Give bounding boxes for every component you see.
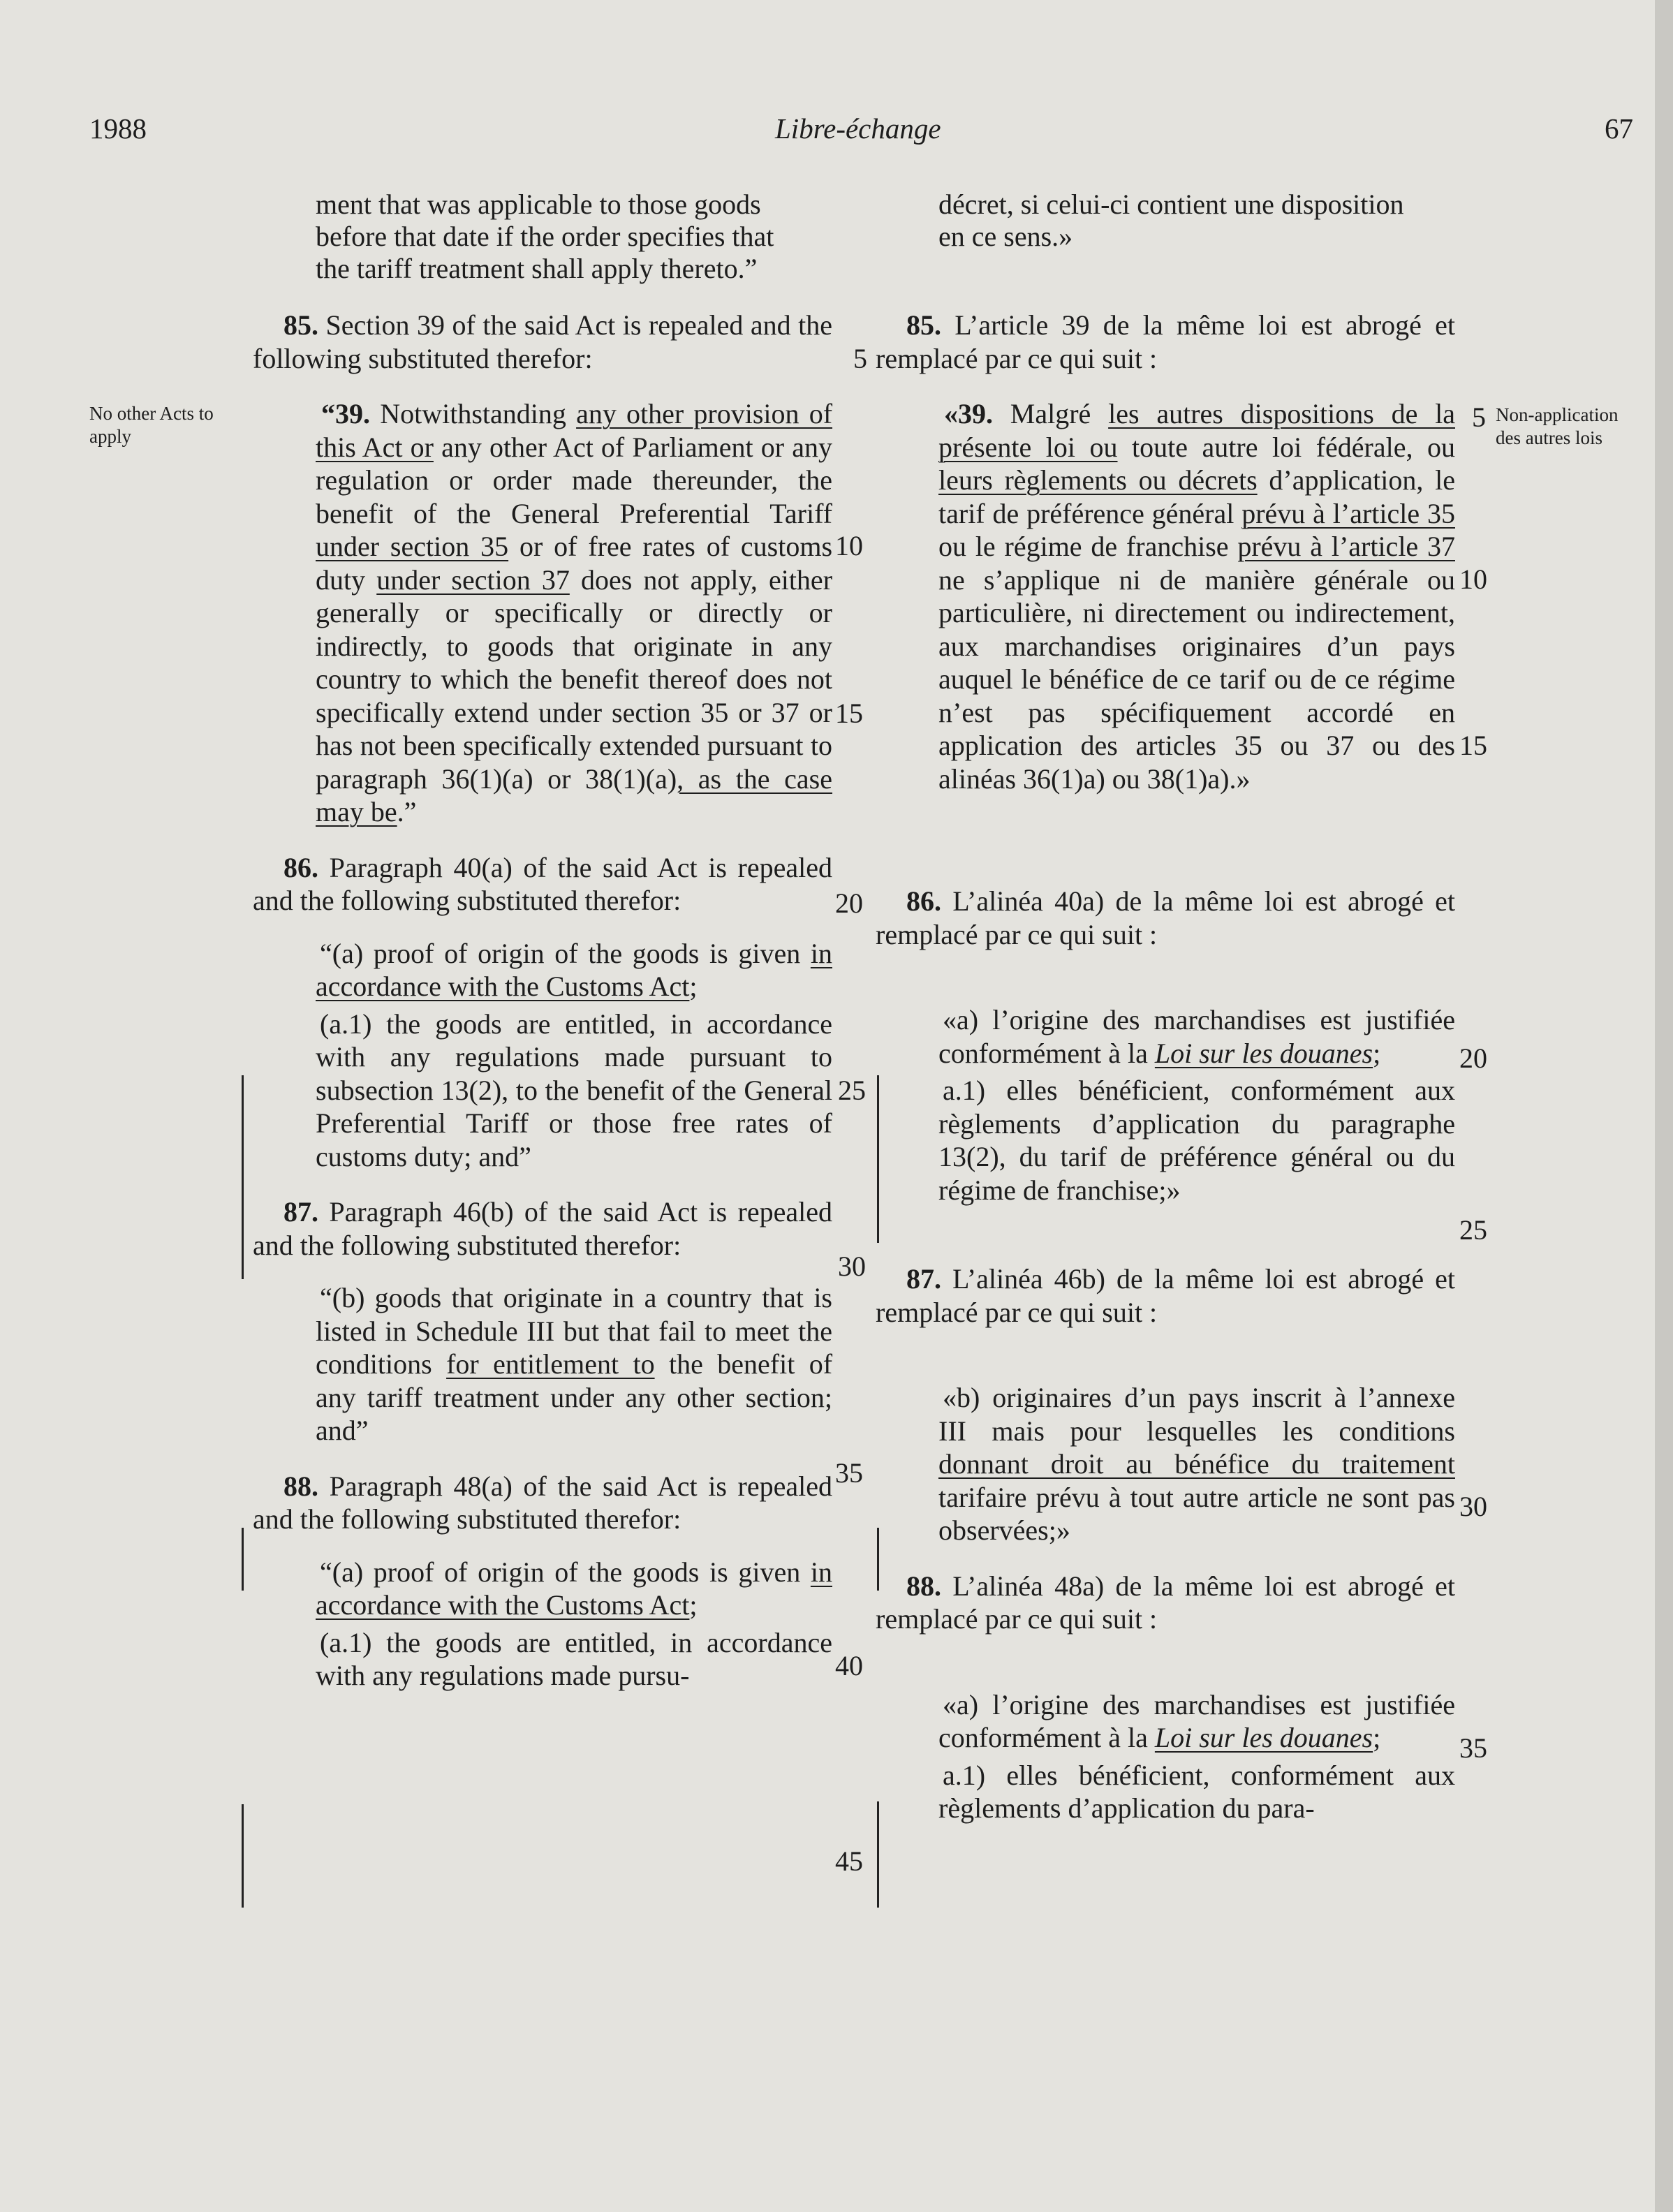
english-section-88	[253, 1470, 832, 1536]
section-number: 86.	[906, 885, 941, 917]
english-paragraph-48a	[253, 1556, 832, 1622]
french-section-39	[876, 397, 1455, 795]
section-text: L’alinéa 46b) de la même loi est abrogé et remplacé par ce qui suit :	[876, 1263, 1455, 1328]
english-section-85	[253, 309, 832, 375]
section-text: Notwithstanding	[380, 398, 566, 429]
line-number: 45	[835, 1845, 863, 1877]
section-text: L’alinéa 48a) de la même loi est abrogé et remplacé par ce qui suit :	[876, 1570, 1455, 1635]
section-text: toute autre loi fédérale, ou	[1132, 431, 1455, 463]
section-text: ;	[689, 971, 698, 1002]
english-continuation	[253, 189, 832, 285]
english-continuation-line: before that date if the order specifies that	[316, 221, 774, 252]
underlined-amendment: under section 37	[376, 563, 570, 596]
section-text: (a.1) the goods are entitled, in accordance with any regulations made pursu-	[316, 1626, 832, 1691]
underlined-amendment: in accordance with the Customs Act	[316, 1556, 832, 1621]
underlined-amendment: in accordance with the Customs Act	[316, 937, 832, 1002]
section-number: 88.	[906, 1570, 941, 1602]
section-text: or of free rates of customs duty	[316, 531, 833, 596]
section-text: a.1) elles bénéficient, conformément aux règlements d’application du para-	[938, 1759, 1455, 1824]
change-bar	[242, 1528, 244, 1591]
french-section-85	[876, 309, 1455, 375]
section-text: .”	[397, 796, 417, 827]
section-text: “(a) proof of origin of the goods is given	[320, 1556, 801, 1588]
underlined-amendment: under section 35	[316, 531, 509, 562]
english-section-86	[253, 851, 832, 917]
line-number: 20	[1459, 1042, 1487, 1074]
section-text: Section 39 of the said Act is repealed and the following substituted therefor:	[253, 309, 832, 374]
section-text: any other Act of Parliament or any regulation or order made thereunder, the benefit of the General Preferential Tariff	[316, 431, 832, 529]
section-text: Paragraph 46(b) of the said Act is repealed and the following substituted therefor:	[253, 1196, 833, 1261]
section-number: «39.	[944, 398, 993, 429]
section-text: d’application, le tarif de préférence général	[938, 464, 1455, 529]
section-number: 87.	[906, 1263, 941, 1295]
french-column	[876, 189, 1455, 1825]
line-number: 25	[1459, 1214, 1487, 1246]
section-text: (a.1) the goods are entitled, in accordance with any regulations made pursuant to subsection 13(2), to the benefit of the General Preferential Tariff or those free rates of customs duty; and”	[316, 1008, 832, 1172]
french-paragraph-46b	[876, 1381, 1455, 1547]
section-number: 86.	[283, 851, 318, 883]
section-number: 85.	[906, 309, 941, 341]
section-text: does not apply, either generally or specifically or directly or indirectly, to goods that originate in any country to which the benefit thereof does not specifically extend under section 35 or 37 or has not been specifically extended pursuant to paragraph 36(1)(a) or 38(1)(a)	[316, 563, 833, 795]
section-number: 85.	[283, 309, 318, 341]
line-number: 35	[835, 1457, 863, 1489]
underlined-amendment: prévu à l’article 37	[1237, 531, 1455, 562]
line-number: 30	[838, 1251, 866, 1282]
section-text: Malgré	[1010, 398, 1091, 429]
change-bar	[877, 1075, 879, 1243]
section-text: «b) originaires d’un pays inscrit à l’annexe III mais pour lesquelles les conditions	[938, 1382, 1455, 1447]
underlined-amendment: Loi sur les douanes	[1154, 1037, 1373, 1069]
section-number: “39.	[321, 398, 370, 429]
section-text: ne s’applique ni de manière générale ou particulière, ni directement ou indirectement, aux marchandises originaires d’un pays auquel le bénéfice de ce tarif ou de ce régime n’est pas spécifiquement accordé en application des articles 35 ou 37 ou des alinéas 36(1)a) ou 38(1)a).»	[938, 563, 1455, 795]
french-continuation	[876, 189, 1455, 253]
french-continuation-line: décret, si celui-ci contient une disposition	[938, 189, 1404, 220]
line-number: 5	[853, 343, 867, 374]
line-number: 30	[1459, 1491, 1487, 1522]
english-column	[253, 189, 832, 1693]
english-paragraph-40a	[253, 937, 832, 1003]
french-section-86	[876, 885, 1455, 951]
line-number: 5	[1472, 401, 1486, 433]
english-section-87	[253, 1195, 832, 1262]
line-number: 15	[1459, 730, 1487, 761]
line-number: 15	[835, 698, 863, 729]
underlined-amendment: prévu à l’article 35	[1241, 497, 1455, 529]
section-text: the benefit of any tariff treatment under any other section; and”	[316, 1348, 833, 1446]
english-paragraph-46b	[253, 1281, 832, 1447]
line-number: 10	[1459, 563, 1487, 595]
english-paragraph-48a1	[253, 1626, 832, 1693]
section-number: 87.	[283, 1196, 318, 1227]
section-text: L’article 39 de la même loi est abrogé et remplacé par ce qui suit :	[876, 309, 1456, 374]
change-bar	[242, 1075, 244, 1279]
change-bar	[877, 1801, 879, 1908]
french-paragraph-40a	[876, 1003, 1455, 1070]
section-text: «a) l’origine des marchandises est justifiée conformément à la	[938, 1688, 1455, 1753]
section-text: L’alinéa 40a) de la même loi est abrogé et remplacé par ce qui suit :	[876, 885, 1455, 950]
line-number: 20	[835, 887, 863, 919]
french-section-88	[876, 1570, 1455, 1636]
english-continuation-line: ment that was applicable to those goods	[316, 189, 761, 220]
section-text: Paragraph 40(a) of the said Act is repealed and the following substituted therefor:	[253, 851, 833, 916]
french-paragraph-48a	[876, 1688, 1455, 1755]
line-number: 10	[835, 530, 863, 561]
running-title: Libre-échange	[775, 112, 941, 145]
underlined-amendment: Loi sur les douanes	[1154, 1722, 1373, 1753]
underlined-amendment: les autres dispositions de la présente loi ou	[938, 398, 1456, 463]
underlined-amendment: donnant droit au bénéfice du traitement	[938, 1448, 1455, 1480]
english-paragraph-40a1	[253, 1008, 832, 1174]
french-section-87	[876, 1262, 1455, 1329]
section-text: ;	[689, 1589, 698, 1621]
section-text: ou le régime de franchise	[938, 531, 1229, 562]
section-text: ;	[1373, 1722, 1381, 1753]
english-section-39	[253, 397, 832, 829]
change-bar	[242, 1804, 244, 1908]
section-text: “(b) goods that originate in a country that is listed in Schedule III but that fail to meet the conditions	[316, 1282, 832, 1380]
section-text: a.1) elles bénéficient, conformément aux règlements d’application du paragraphe 13(2), du tarif de préférence général ou du régime de franchise;»	[938, 1075, 1455, 1206]
page-number: 67	[1605, 112, 1633, 145]
line-number: 40	[835, 1650, 863, 1681]
section-text: tarifaire prévu à tout autre article ne sont pas observées;»	[938, 1481, 1455, 1546]
margin-note-french: Non-application des autres lois	[1496, 404, 1619, 448]
underlined-amendment: leurs règlements ou décrets	[938, 464, 1258, 496]
underlined-amendment: , as the case may be	[316, 762, 833, 827]
margin-note-english: No other Acts to apply	[89, 403, 214, 447]
underlined-amendment: any other provision of this Act or	[316, 398, 833, 463]
section-number: 88.	[283, 1470, 318, 1502]
french-paragraph-40a1	[876, 1074, 1455, 1207]
page-edge	[1655, 0, 1673, 2212]
section-text: «a) l’origine des marchandises est justifiée conformément à la	[938, 1004, 1455, 1069]
line-number: 25	[838, 1075, 866, 1106]
line-number: 35	[1459, 1732, 1487, 1764]
french-continuation-line: en ce sens.»	[938, 221, 1073, 252]
section-text: ;	[1373, 1037, 1381, 1069]
change-bar	[877, 1528, 879, 1591]
section-text: Paragraph 48(a) of the said Act is repealed and the following substituted therefor:	[253, 1470, 833, 1535]
page-year: 1988	[89, 112, 147, 145]
english-continuation-line: the tariff treatment shall apply thereto.”	[316, 253, 758, 284]
section-text: “(a) proof of origin of the goods is given	[320, 937, 801, 969]
french-paragraph-48a1	[876, 1759, 1455, 1825]
underlined-amendment: for entitlement to	[446, 1348, 655, 1380]
